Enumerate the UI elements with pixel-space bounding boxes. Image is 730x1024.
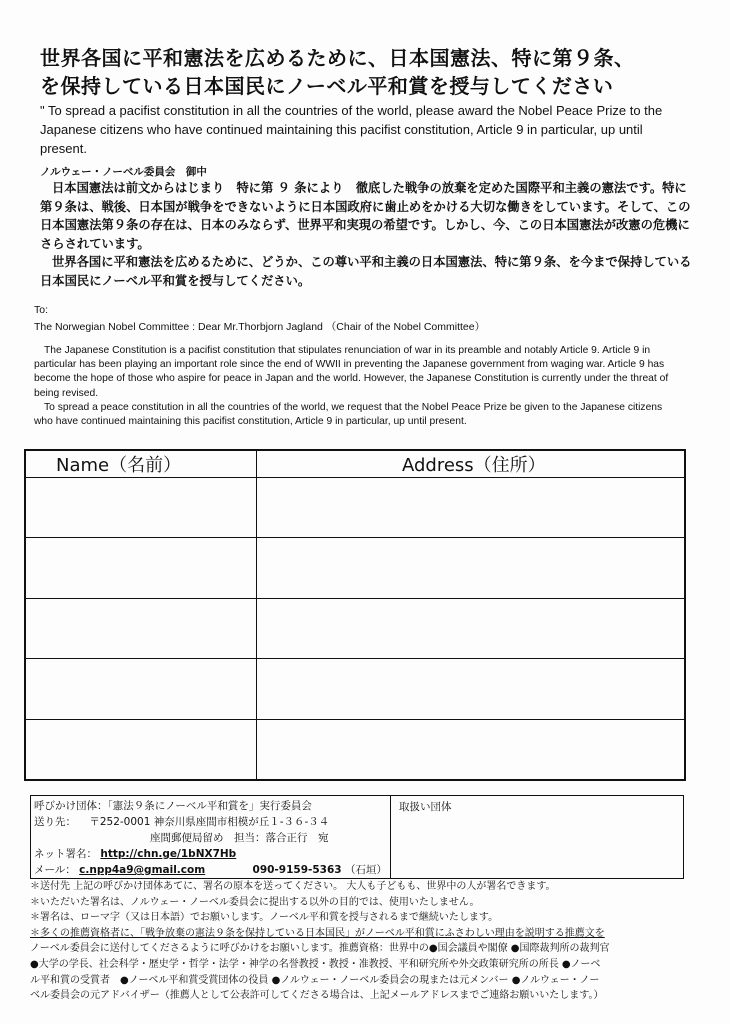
table-row — [25, 598, 685, 658]
to-label: To: — [34, 304, 49, 316]
address-cell[interactable] — [257, 538, 686, 598]
title-jp-line2: を保持している日本国民にノーベル平和賞を授与してください — [40, 74, 614, 98]
note-line: ＊署名は、ローマ字（又は日本語）でお願いします。ノーベル平和賞を授与されるまで継続いたします。 — [30, 912, 499, 924]
body-english — [34, 344, 674, 429]
address-cell[interactable] — [257, 598, 686, 658]
notes — [30, 879, 690, 1004]
table-row — [25, 478, 685, 538]
name-cell[interactable] — [25, 719, 257, 780]
send-to-address: 〒252-0001 神奈川県座間市相模が丘１-３６-３４ — [89, 816, 330, 828]
body-jp-paragraph-1: 日本国憲法は前文からはじまり 特に第 ９ 条により 徹底した戦争の放棄を定めた国際平和主義の憲法です。特に 第９条は、戦後、日本国が戦争をできないように日本国政府に歯止めをかける大切な働きをしています。そして、この日本国憲法第９条の存在は、日本のみならず、世界平和実現の希望です。しかし、今、この日本国憲法が改憲の危機にさらされています。 — [40, 181, 700, 251]
note-line: ＊多くの推薦資格者に、「戦争放棄の憲法９条を保持している日本国民」がノーベル平和賞にふさわしい理由を説明する推薦文を — [30, 927, 605, 939]
note-line: ＊いただいた署名は、ノルウェー・ノーベル委員会に提出する以外の目的では、使用いたしません。 — [30, 896, 480, 908]
caller-organization: 呼びかけ団体：「憲法９条にノーベル平和賞を」実行委員会 — [34, 800, 312, 812]
name-column-header: Name（名前） — [25, 450, 257, 478]
address-cell[interactable] — [257, 719, 686, 780]
table-row — [25, 659, 685, 719]
organizer-info — [31, 796, 391, 878]
name-cell[interactable] — [25, 478, 257, 538]
addressee-english — [34, 302, 485, 336]
mail-line — [34, 862, 390, 878]
body-japanese — [40, 179, 700, 290]
address-cell[interactable] — [257, 478, 686, 538]
table-row — [25, 538, 685, 598]
title-english: " To spread a pacifist constitution in all the countries of the world, please award the Nobel Peace Prize to the Japanese citizens who have continued maintaining this pacifist constitution, Article 9 in particular, up until present. — [40, 103, 663, 156]
mail-address-link[interactable]: c.npp4a9@gmail.com — [79, 864, 206, 876]
body-en-paragraph-1: The Japanese Constitution is a pacifist constitution that stipulates renunciation of war in its preamble and notably Article 9. Article 9 in particular has been playing an important role since the end of WWII in preventing the Japanese government from waging war. Article 9 has become the hope of those who aspire for peace in Japan and the world. However, the Japanese Constitution is currently under the threat of being revised. — [34, 345, 669, 399]
organizer-box — [30, 795, 684, 879]
handling-organization: 取扱い団体 — [399, 801, 452, 813]
note-line: ベル委員会の元アドバイザー（推薦人として公表許可してくださる場合は、上記メールアドレスまでご連絡お願いいたします。） — [30, 990, 604, 1002]
note-line: ノーベル委員会に送付してくださるように呼びかけをお願いします。推薦資格：世界中の●国会議員や閣僚 ●国際裁判所の裁判官 — [30, 943, 610, 955]
note-line: ●大学の学長、社会科学・歴史学・哲学・法学・神学の名誉教授・教授・准教授、平和研究所や外交政策研究所の所長 ●ノーベ — [30, 958, 601, 970]
send-to-label: 送り先： — [34, 816, 76, 828]
address-column-header: Address（住所） — [257, 450, 686, 478]
table-row — [25, 719, 685, 780]
name-cell[interactable] — [25, 598, 257, 658]
send-to-line — [34, 814, 390, 830]
addressee-japanese: ノルウェー・ノーベル委員会 御中 — [40, 166, 207, 178]
signature-table — [24, 449, 686, 781]
body-jp-paragraph-2: 世界各国に平和憲法を広めるために、どうか、この尊い平和主義の日本国憲法、特に第９条、を今まで保持している日本国民にノーベル平和賞を授与してください。 — [40, 255, 692, 288]
mail-label: メール： — [34, 864, 76, 876]
phone-number: 090-9159-5363 — [252, 864, 342, 876]
address-cell[interactable] — [257, 659, 686, 719]
net-signature-line — [34, 846, 390, 862]
phone-note: （石垣） — [344, 864, 387, 876]
signature-table-header — [25, 450, 685, 478]
net-signature-link[interactable]: http://chn.ge/1bNX7Hb — [100, 848, 237, 860]
committee-line: The Norwegian Nobel Committee : Dear Mr.Thorbjorn Jagland （Chair of the Nobel Committee） — [34, 321, 486, 333]
net-label: ネット署名： — [34, 848, 97, 860]
note-line: ＊送付先 上記の呼びかけ団体あてに、署名の原本を送ってください。 大人も子どもも、世界中の人が署名できます。 — [30, 881, 556, 892]
send-to-line2: 座間郵便局留め 担当：落合正行 宛 — [150, 832, 329, 844]
title-japanese — [40, 44, 700, 100]
note-line: ル平和賞の受賞者 ●ノーベル平和賞受賞団体の役員 ●ノルウェー・ノーベル委員会の現または元メンバー ●ノルウェー・ノー — [30, 974, 600, 986]
body-en-paragraph-2: To spread a peace constitution in all the countries of the world, we request that the Nobel Peace Prize be given to the Japanese citizens who have continued maintaining this pacifist constitution, Article 9 in particular, up until present. — [34, 401, 663, 428]
name-cell[interactable] — [25, 538, 257, 598]
title-jp-line1: 世界各国に平和憲法を広めるために、日本国憲法、特に第９条、 — [40, 46, 635, 70]
name-cell[interactable] — [25, 659, 257, 719]
